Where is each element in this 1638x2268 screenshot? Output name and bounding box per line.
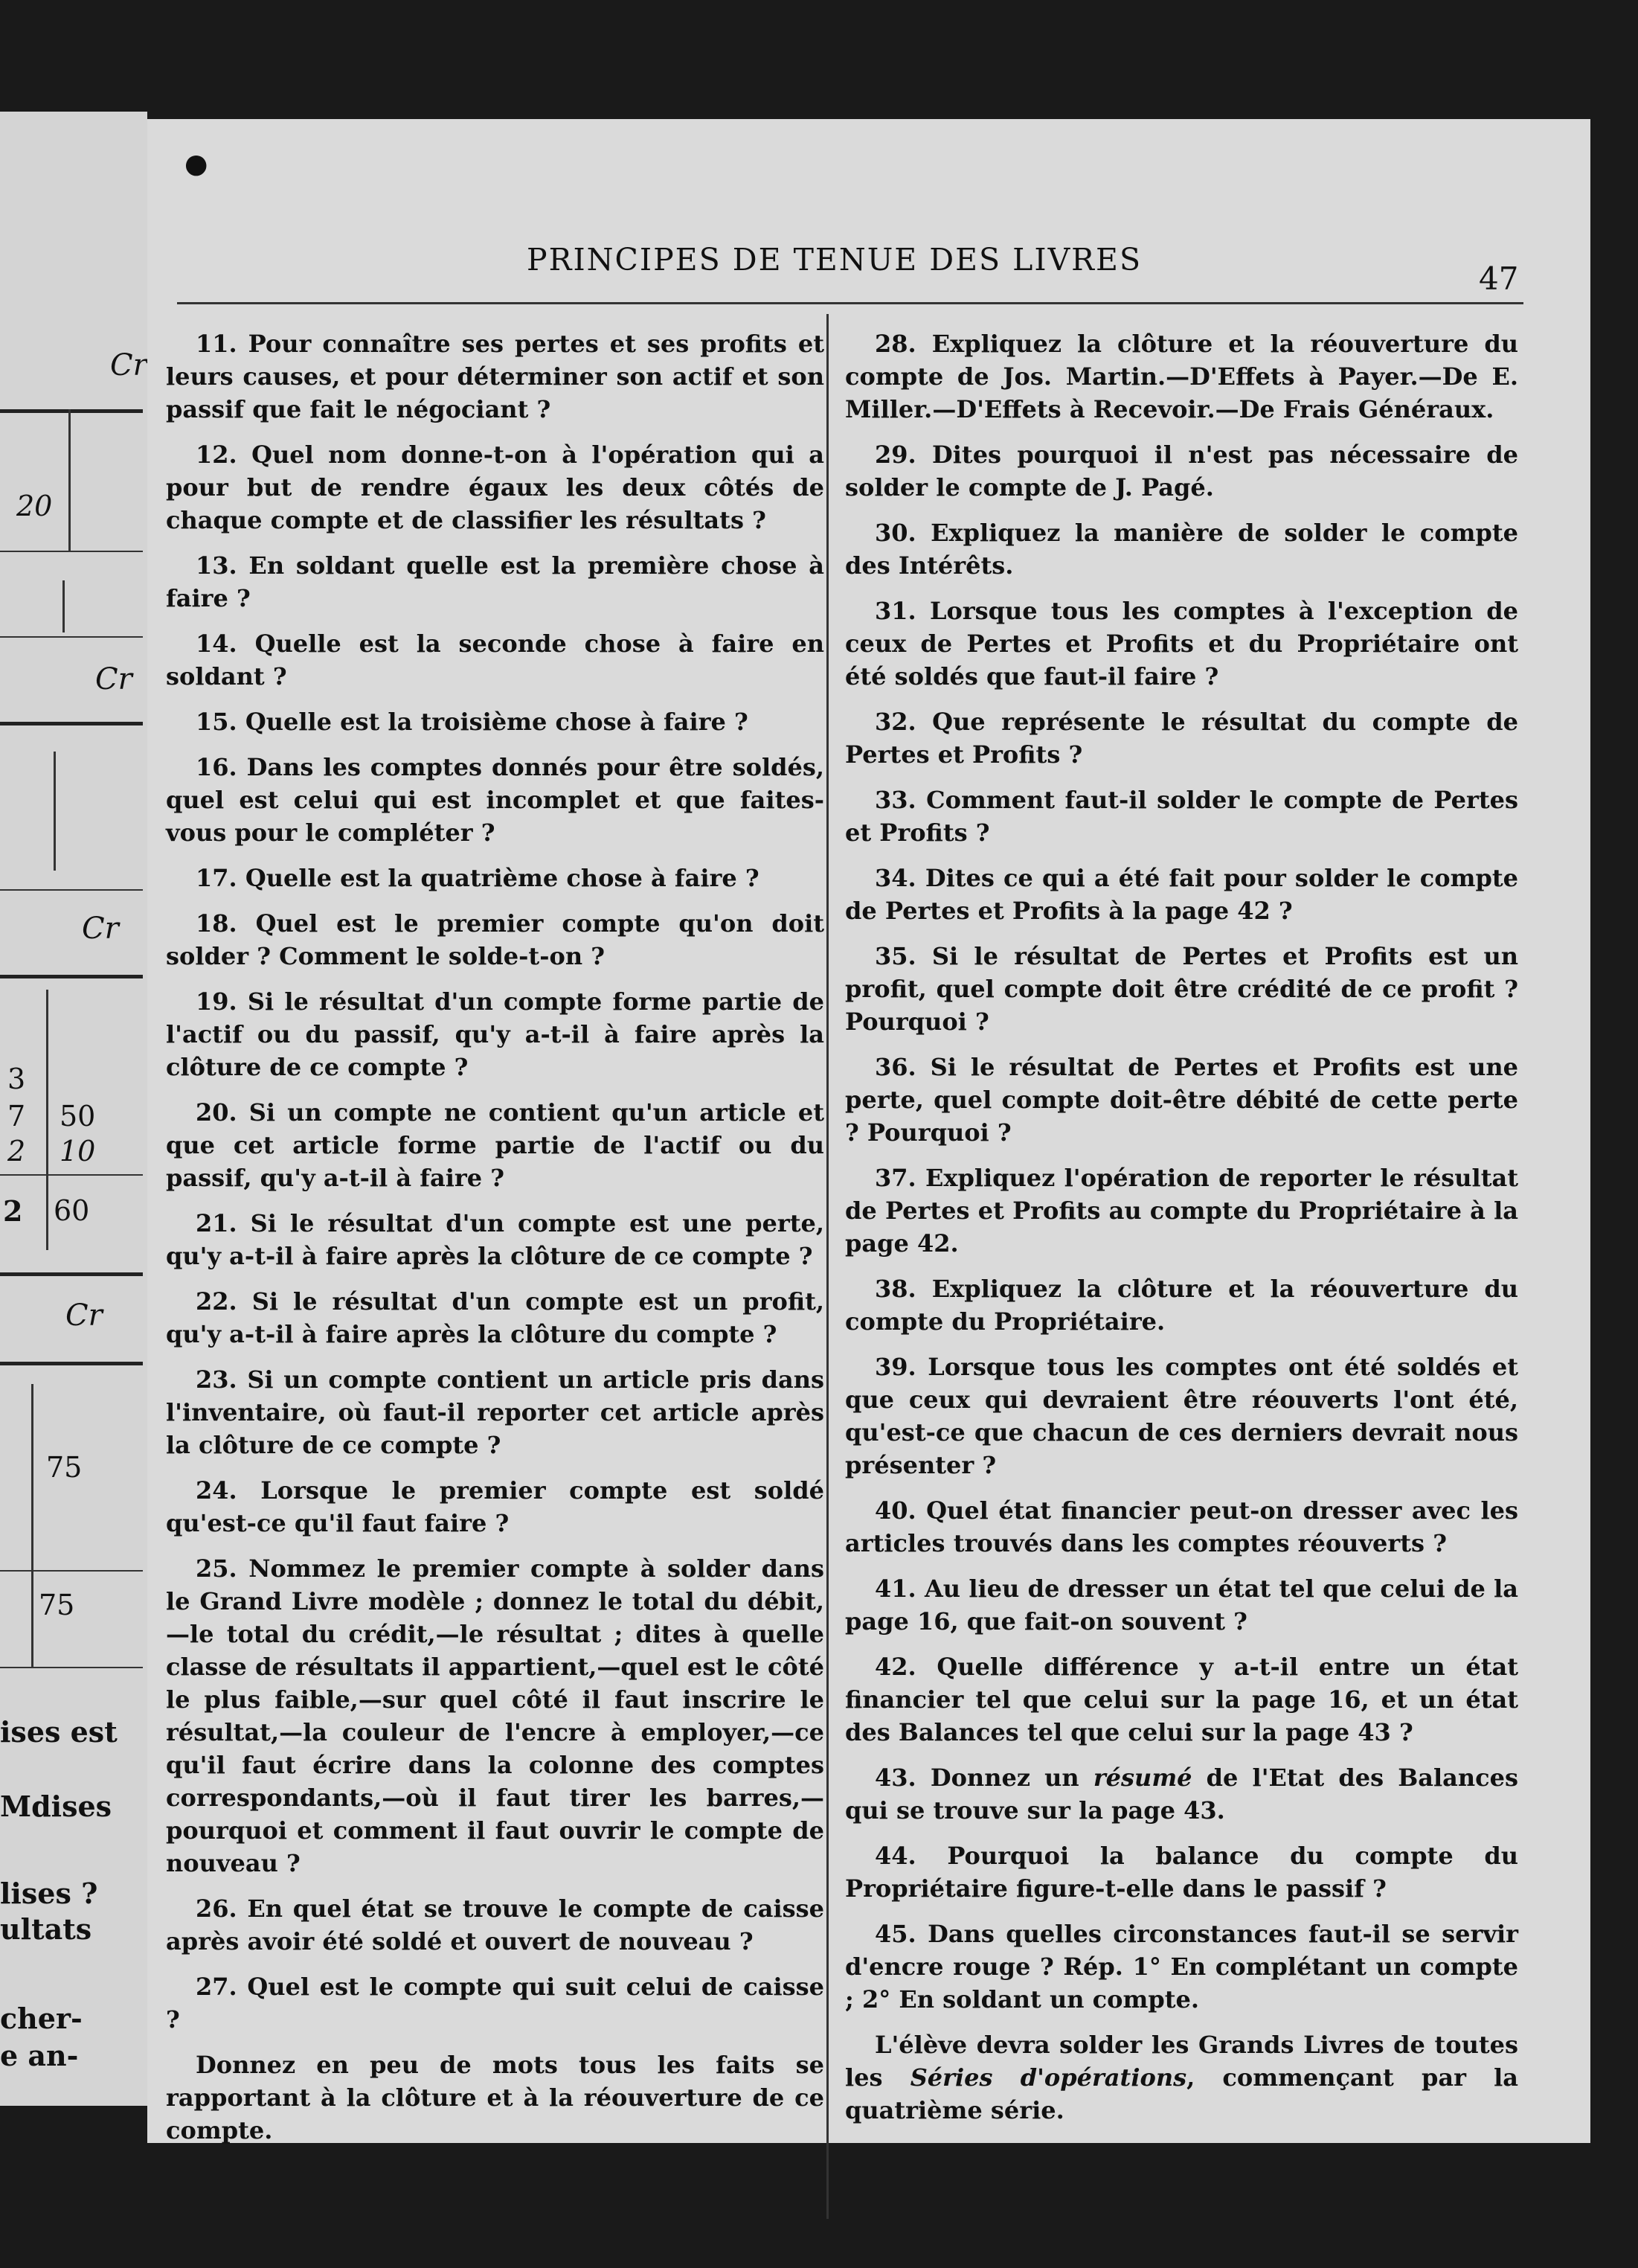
running-title: PRINCIPES DE TENUE DES LIVRES [527,242,1143,278]
question-item [845,1650,1518,1749]
rule [0,636,143,638]
right-column [845,327,1518,2127]
question-text: Lorsque tous les comptes à l'exception de ceux de Pertes et Profits et du Propriétaire ont été soldés que faut-il faire ? [845,597,1519,691]
question-number: 38. [875,1275,916,1303]
question-item [166,1363,824,1461]
question-item [845,595,1518,693]
question-number: 11. [196,330,237,358]
ledger-number: 7 [7,1100,26,1133]
question-text: Expliquez la manière de solder le compte des Intérêts. [845,519,1518,580]
text-fragment: ultats [0,1912,92,1946]
question-number: 31. [875,597,916,625]
question-text: Expliquez l'opération de reporter le résultat de Pertes et Profits au compte du Propriétaire à la page 42. [845,1164,1519,1258]
question-number: 41. [875,1575,916,1603]
question-item [845,1351,1518,1481]
text-fragment: Mdises [0,1790,112,1823]
question-number: 34. [875,864,916,892]
question-text: En soldant quelle est la première chose à faire ? [166,551,825,612]
question-text: Au lieu de dresser un état tel que celui de la page 16, que fait-on souvent ? [845,1575,1519,1636]
question-text: Dans les comptes donnés pour être soldés, quel est celui qui est incomplet et que faites-vous pour le compléter ? [166,753,825,847]
question-number: 13. [196,551,237,580]
question-item [845,1272,1518,1338]
cr-label: Cr [110,348,147,382]
question-number: 36. [875,1053,916,1081]
question-number: 17. [196,864,237,892]
question-text: Lorsque le premier compte est soldé qu'est-ce qu'il faut faire ? [166,1476,824,1537]
question-number: 44. [875,1842,916,1870]
rule [0,1570,143,1572]
question-item [166,1285,824,1351]
question-number: 12. [196,441,237,469]
question-item [845,784,1518,849]
question-text: Si un compte ne contient qu'un article et que cet article forme partie de l'actif ou du passif, qu'y a-t-il à faire ? [166,1098,824,1192]
question-text: Si le résultat de Pertes et Profits est une perte, quel compte doit-être débité de cette perte ? Pourquoi ? [845,1053,1519,1147]
question-item [845,516,1518,582]
question-number: 21. [196,1209,237,1237]
question-text: Si le résultat d'un compte forme partie de l'actif ou du passif, qu'y a-t-il à faire après la clôture de ce compte ? [166,987,824,1081]
question-number: 32. [875,708,916,736]
column-line [68,409,71,551]
question-item [166,907,824,973]
rule [0,1272,143,1276]
question-number: 15. [196,708,237,736]
cr-label: Cr [95,662,132,696]
question-number: 22. [196,1287,237,1316]
cr-label: Cr [65,1298,103,1333]
ledger-number: 20 [16,490,53,522]
question-number: 26. [196,1894,237,1923]
text-fragment: ises est [0,1715,118,1749]
question-text: Si le résultat d'un compte est un profit, qu'y a-t-il à faire après la clôture du compte ? [166,1287,825,1348]
column-line [31,1384,33,1667]
text-fragment: e an- [0,2039,79,2072]
closing-instruction [845,2028,1518,2127]
question-number: 45. [875,1920,916,1948]
question-number: 42. [875,1653,916,1681]
page-header [147,119,1590,313]
ledger-number: 2 [3,1194,23,1228]
question-item [845,438,1518,504]
question-number: 29. [875,441,916,469]
question-number: 25. [196,1554,237,1583]
question-item [166,549,824,615]
question-number: 24. [196,1476,237,1505]
question-text: Dites ce qui a été fait pour solder le compte de Pertes et Profits à la page 42 ? [845,864,1519,925]
question-number: 43. [875,1764,916,1792]
closing-instruction: Donnez en peu de mots tous les faits se rapportant à la clôture et à la réouverture de ce compte. [166,2051,824,2144]
question-number: 30. [875,519,916,547]
question-text: Quel est le premier compte qu'on doit solder ? Comment le solde-t-on ? [166,909,825,970]
question-number: 23. [196,1365,237,1394]
question-text: Comment faut-il solder le compte de Pertes et Profits ? [845,786,1519,847]
rule [0,1362,143,1365]
question-text: Quelle est la troisième chose à faire ? [245,708,748,736]
question-item [166,1096,824,1194]
rule [0,975,143,978]
question-item [845,1918,1518,2016]
ledger-number: 75 [46,1451,83,1484]
question-item [166,1892,824,1958]
question-item [166,1207,824,1272]
ledger-number: 60 [54,1194,90,1227]
question-item [845,327,1518,426]
left-page-fragment [0,112,147,2106]
question-item [845,705,1518,771]
question-text: Si un compte contient un article pris dans l'inventaire, où faut-il reporter cet article après la clôture de ce compte ? [166,1365,825,1459]
question-text-italic: résumé [1093,1764,1192,1792]
question-text: Dans quelles circonstances faut-il se servir d'encre rouge ? Rép. 1° En complétant un compte ; 2° En soldant un compte. [845,1920,1519,2014]
question-number: 19. [196,987,237,1016]
column-line [54,752,56,871]
question-item [166,627,824,693]
question-item [845,862,1518,927]
question-number: 20. [196,1098,237,1127]
question-text: Quelle différence y a-t-il entre un état financier tel que celui sur la page 16, et un état des Balances tel que celui sur la page 43 ? [845,1653,1519,1746]
question-item [845,1162,1518,1260]
question-text: Quel est le compte qui suit celui de caisse ? [166,1973,825,2034]
ledger-number: 10 [60,1135,96,1167]
question-item [166,985,824,1083]
ledger-number: 2 [7,1135,26,1167]
question-number: 33. [875,786,916,814]
ledger-number: 75 [39,1589,75,1621]
question-text: Donnez un [930,1764,1093,1792]
question-number: 14. [196,630,237,658]
question-text: Si le résultat d'un compte est une perte, qu'y a-t-il à faire après la clôture de ce compte ? [166,1209,825,1270]
question-item [166,327,824,426]
column-divider [826,314,829,2219]
rule [0,409,143,413]
left-column [166,327,824,2147]
question-text: Expliquez la clôture et la réouverture du compte du Propriétaire. [845,1275,1519,1336]
question-text: Dites pourquoi il n'est pas nécessaire de solder le compte de J. Pagé. [845,441,1519,502]
question-text: En quel état se trouve le compte de caisse après avoir été soldé et ouvert de nouveau ? [166,1894,825,1955]
question-text: Expliquez la clôture et la réouverture du compte de Jos. Martin.—D'Effets à Payer.—De E. Miller.—D'Effets à Recevoir.—De Frais Généraux. [845,330,1519,423]
question-text: Quel état financier peut-on dresser avec les articles trouvés dans les comptes réouverts ? [845,1496,1519,1557]
question-text: Quelle est la quatrième chose à faire ? [245,864,759,892]
question-text: Quelle est la seconde chose à faire en soldant ? [166,630,825,691]
rule [0,889,143,891]
closing-text-italic: Séries d'opérations [910,2063,1187,2092]
column-line [62,580,65,632]
question-text: Nommez le premier compte à solder dans le Grand Livre modèle ; donnez le total du débit,—le total du crédit,—le résultat ; dites à quelle classe de résultats il appartient,—quel est le côté le plus faible,—sur quel côté il faut inscrire le résultat,—la couleur de l'encre à employer,—ce qu'il faut écrire dans la colonne des comptes correspondants,—où il faut tirer les barres,—pourquoi et comment il faut ouvrir le compte de nouveau ? [166,1554,825,1877]
question-text: Pour connaître ses pertes et ses profits et leurs causes, et pour déterminer son actif et son passif que fait le négociant ? [166,330,825,423]
question-item [166,1970,824,2036]
question-item [845,1051,1518,1149]
question-text: Pourquoi la balance du compte du Propriétaire figure-t-elle dans le passif ? [845,1842,1518,1903]
question-number: 16. [196,753,237,781]
question-number: 40. [875,1496,916,1525]
book-page [147,119,1590,2143]
question-item [845,1494,1518,1560]
question-item [845,1572,1518,1638]
question-text: Si le résultat de Pertes et Profits est un profit, quel compte doit être crédité de ce profit ? Pourquoi ? [845,942,1519,1036]
text-fragment: lises ? [0,1877,98,1910]
header-rule [177,302,1523,304]
question-number: 27. [196,1973,237,2001]
ledger-number: 50 [60,1100,96,1133]
question-text: Que représente le résultat du compte de Pertes et Profits ? [845,708,1519,769]
question-text: de l'Etat des Balances qui se trouve sur la page 43. [845,1764,1519,1825]
question-number: 28. [875,330,916,358]
question-item [166,751,824,849]
closing-text: L'élève devra solder les Grands Livres de toutes les [845,2031,1518,2092]
rule [0,722,143,725]
question-item [166,862,824,894]
rule [0,1667,143,1668]
question-number: 18. [196,909,237,938]
question-item [166,1552,824,1880]
page-number: 47 [1479,260,1519,297]
question-text: Quel nom donne-t-on à l'opération qui a pour but de rendre égaux les deux côtés de chaque compte et de classifier les résultats ? [166,441,825,534]
question-item [166,705,824,738]
question-number: 39. [875,1353,916,1381]
question-item [166,438,824,536]
question-item [845,1839,1518,1905]
question-number: 37. [875,1164,916,1192]
closing-text: , commençant par la quatrième série. [845,2063,1519,2124]
ink-mark: ● [184,149,208,179]
question-number: 35. [875,942,916,970]
question-item [166,1474,824,1540]
rule [0,1174,143,1176]
cr-label: Cr [82,912,119,946]
rule [0,551,143,552]
ledger-number: 3 [7,1063,26,1095]
question-item [845,1761,1518,1827]
question-text: Lorsque tous les comptes ont été soldés et que ceux qui devraient être réouverts l'ont été, qu'est-ce que chacun de ces derniers devrait nous présenter ? [845,1353,1519,1479]
column-line [46,990,48,1250]
text-fragment: cher- [0,2002,83,2035]
question-item [845,940,1518,1038]
